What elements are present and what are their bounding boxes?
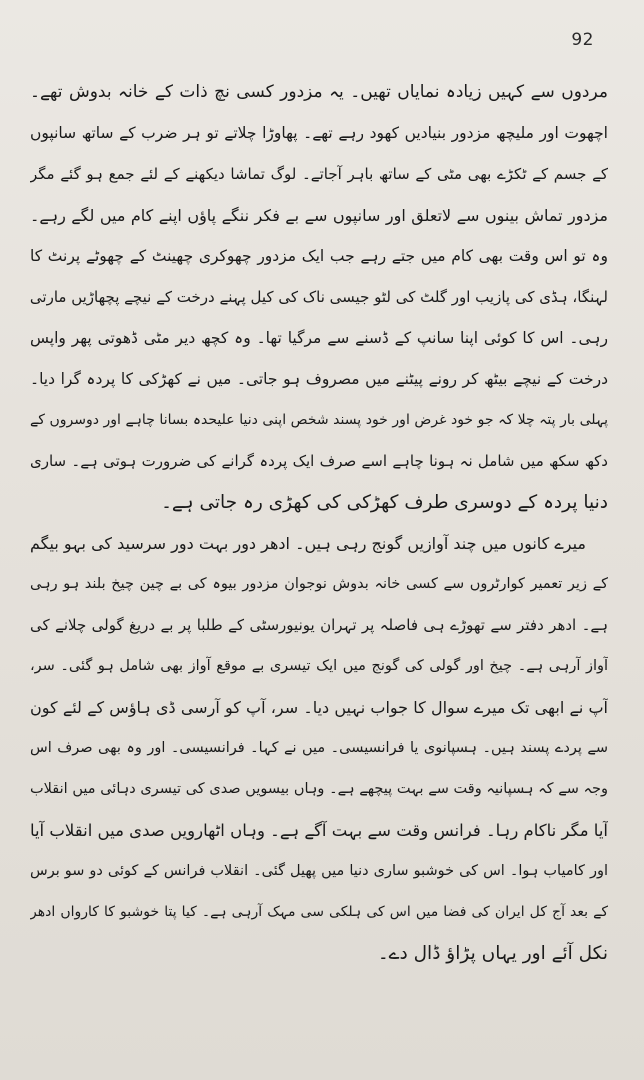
text-line: دکھ سکھ میں شامل نہ ہونا چاہے اسے صرف ایک پردہ گرانے کی ضرورت ہوتی ہے۔ ساری xyxy=(30,452,608,470)
text-line: آواز آرہی ہے۔ چیخ اور گولی کی گونج میں ایک تیسری بے موقع آواز بھی شامل ہو گئی۔ سر، xyxy=(30,658,608,674)
text-line: کے بعد آج کل ایران کی فضا میں اس کی ہلکی سی مہک آرہی ہے۔ کیا پتا خوشبو کا کارواں ادھر xyxy=(30,904,608,920)
text-line: آپ نے ابھی تک میرے سوال کا جواب نہیں دیا۔ سر، آپ کو آرسی ڈی ہاؤس کے لئے کون xyxy=(30,698,608,717)
text-line: وہ تو اس وقت بھی کام میں جتے رہے جب ایک مزدور چھوکری چھینٹ کے چھوٹے پرنٹ کا xyxy=(30,247,608,265)
text-line: رہی۔ اس کا کوئی اپنا سانپ کے ڈسنے سے مرگیا تھا۔ وہ کچھ دیر مٹی ڈھوتی پھر واپس xyxy=(30,329,608,347)
text-line: دنیا پردہ کے دوسری طرف کھڑکی کی کھڑی رہ جاتی ہے۔ xyxy=(161,492,608,513)
text-line: اچھوت اور ملیچھ مزدور بنیادیں کھود رہے تھے۔ پھاوڑا چلاتے تو ہر ضرب کے ساتھ سانپوں xyxy=(30,124,608,142)
text-line: سے پردے پسند ہیں۔ ہسپانوی یا فرانسیسی۔ میں نے کہا۔ فرانسیسی۔ اور وہ بھی صرف اس xyxy=(30,740,608,756)
text-line: پہلی بار پتہ چلا کہ جو خود غرض اور خود پسند شخص اپنی دنیا علیحدہ بسانا چاہے اور دوسروں کے xyxy=(30,412,608,428)
text-line: آیا مگر ناکام رہا۔ فرانس وقت سے بہت آگے ہے۔ وہاں اٹھارویں صدی میں انقلاب آیا xyxy=(30,821,608,840)
text-line: مزدور تماش بینوں سے لاتعلق اور سانپوں سے بے فکر ننگے پاؤں اپنے کام میں لگے رہے۔ xyxy=(30,206,608,225)
text-line: وجہ سے کہ ہسپانیہ وقت سے بہت پیچھے ہے۔ وہاں بیسویں صدی کی تیسری دہائی میں انقلاب xyxy=(30,781,608,797)
text-line: مردوں سے کہیں زیادہ نمایاں تھیں۔ یہ مزدور کسی نچ ذات کے خانہ بدوش تھے۔ xyxy=(30,82,608,102)
text-line: لہنگا، ہڈی کی پازیب اور گلٹ کی لٹو جیسی ناک کی کیل پہنے درخت کے نیچے پچھاڑیں مارتی xyxy=(30,288,608,306)
body-text xyxy=(30,72,608,974)
text-line: درخت کے نیچے بیٹھ کر رونے پیٹنے میں مصروف ہو جاتی۔ میں نے کھڑکی کا پردہ گرا دیا۔ xyxy=(30,370,608,388)
text-line: ہے۔ ادھر دفتر سے تھوڑے ہی فاصلہ پر تہران یونیورسٹی کے طلبا پر بے دریغ گولی چلانے کی xyxy=(30,616,608,634)
text-line: کے زیر تعمیر کوارٹروں سے کسی خانہ بدوش نوجوان مزدور بیوہ کی بے چین چیخ بلند ہو رہی xyxy=(30,576,608,592)
text-line: کے جسم کے ٹکڑے بھی مٹی کے ساتھ باہر آجاتے۔ لوگ تماشا دیکھنے کے لئے جمع ہو گئے مگر xyxy=(30,165,608,183)
text-line: نکل آئے اور یہاں پڑاؤ ڈال دے۔ xyxy=(377,943,608,964)
page-number: 92 xyxy=(571,30,594,50)
text-line: میرے کانوں میں چند آوازیں گونج رہی ہیں۔ ادھر دور بہت دور سرسید کی بہو بیگم xyxy=(30,534,586,553)
text-line: اور کامیاب ہوا۔ اس کی خوشبو ساری دنیا میں پھیل گئی۔ انقلاب فرانس کے کوئی دو سو برس xyxy=(30,863,608,879)
